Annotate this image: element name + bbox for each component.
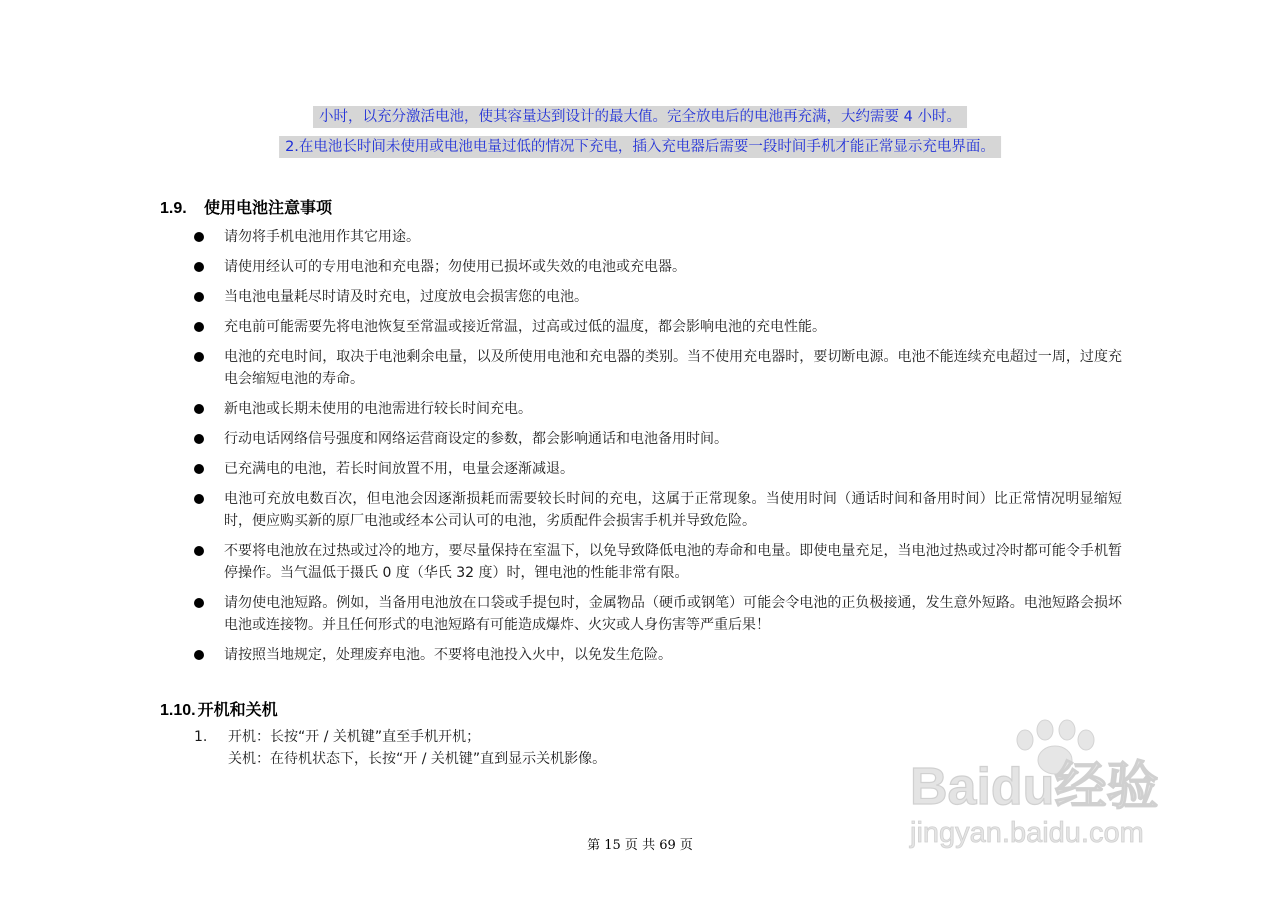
section-heading-1-9 xyxy=(160,195,332,218)
list-item: 电池的充电时间，取决于电池剩余电量，以及所使用电池和充电器的类别。当不使用充电器时，要切断电源。电池不能连续充电超过一周，过度充电会缩短电池的寿命。 xyxy=(194,346,1122,390)
bullet-icon xyxy=(194,322,204,332)
list-item: 请使用经认可的专用电池和充电器；勿使用已损坏或失效的电池或充电器。 xyxy=(194,256,1122,278)
list-item: 请勿使电池短路。例如，当备用电池放在口袋或手提包时，金属物品（硬币或钢笔）可能会令电池的正负极接通，发生意外短路。电池短路会损坏电池或连接物。并且任何形式的电池短路有可能造成爆炸、火灾或人身伤害等严重后果！ xyxy=(194,592,1122,636)
bullet-icon xyxy=(194,292,204,302)
numbered-item-line-2: 关机：在待机状态下，长按“开 / 关机键”直到显示关机影像。 xyxy=(228,751,607,767)
bullet-icon xyxy=(194,598,204,608)
section-title: 开机和关机 xyxy=(197,702,278,719)
list-item: 行动电话网络信号强度和网络运营商设定的参数，都会影响通话和电池备用时间。 xyxy=(194,428,1122,450)
numbered-item-line-1: 1. 开机：长按“开 / 关机键”直至手机开机； xyxy=(194,726,606,748)
section-number: 1.10. xyxy=(160,702,196,719)
list-item: 已充满电的电池，若长时间放置不用，电量会逐渐减退。 xyxy=(194,458,1122,480)
list-item: 请勿将手机电池用作其它用途。 xyxy=(194,226,1122,248)
section-number: 1.9. xyxy=(160,200,187,217)
bullet-icon xyxy=(194,352,204,362)
bullet-icon xyxy=(194,494,204,504)
page-footer: 第 15 页 共 69 页 xyxy=(587,838,693,853)
watermark-text-1: Baidu经验 xyxy=(910,758,1159,816)
power-instructions xyxy=(194,726,606,770)
list-item: 不要将电池放在过热或过冷的地方，要尽量保持在室温下，以免导致降低电池的寿命和电量。即使电量充足，当电池过热或过冷时都可能令手机暂停操作。当气温低于摄氏 0 度（华氏 32 度）时，锂电池的性能非常有限。 xyxy=(194,540,1122,584)
bullet-icon xyxy=(194,232,204,242)
bullet-icon xyxy=(194,262,204,272)
watermark-text-2: jingyan.baidu.com xyxy=(910,817,1144,849)
highlighted-line-1: 小时，以充分激活电池，使其容量达到设计的最大值。完全放电后的电池再充满，大约需要 4 小时。 xyxy=(313,106,967,128)
list-item: 请按照当地规定，处理废弃电池。不要将电池投入火中，以免发生危险。 xyxy=(194,644,1122,666)
bullet-icon xyxy=(194,434,204,444)
section-heading-1-10 xyxy=(160,697,278,720)
bullet-icon xyxy=(194,404,204,414)
section-title: 使用电池注意事项 xyxy=(204,200,333,217)
bullet-icon xyxy=(194,546,204,556)
list-item: 电池可充放电数百次，但电池会因逐渐损耗而需要较长时间的充电，这属于正常现象。当使用时间（通话时间和备用时间）比正常情况明显缩短时，便应购买新的原厂电池或经本公司认可的电池，劣质配件会损害手机并导致危险。 xyxy=(194,488,1122,532)
list-item: 充电前可能需要先将电池恢复至常温或接近常温，过高或过低的温度，都会影响电池的充电性能。 xyxy=(194,316,1122,338)
baidu-jingyan-watermark-logo xyxy=(905,712,1205,862)
bullet-icon xyxy=(194,464,204,474)
list-item: 当电池电量耗尽时请及时充电，过度放电会损害您的电池。 xyxy=(194,286,1122,308)
item-number: 1. xyxy=(194,729,208,745)
battery-notes-list xyxy=(194,226,1122,674)
bullet-icon xyxy=(194,650,204,660)
list-item: 新电池或长期未使用的电池需进行较长时间充电。 xyxy=(194,398,1122,420)
highlighted-line-2: 2.在电池长时间未使用或电池电量过低的情况下充电，插入充电器后需要一段时间手机才能正常显示充电界面。 xyxy=(279,136,1001,158)
